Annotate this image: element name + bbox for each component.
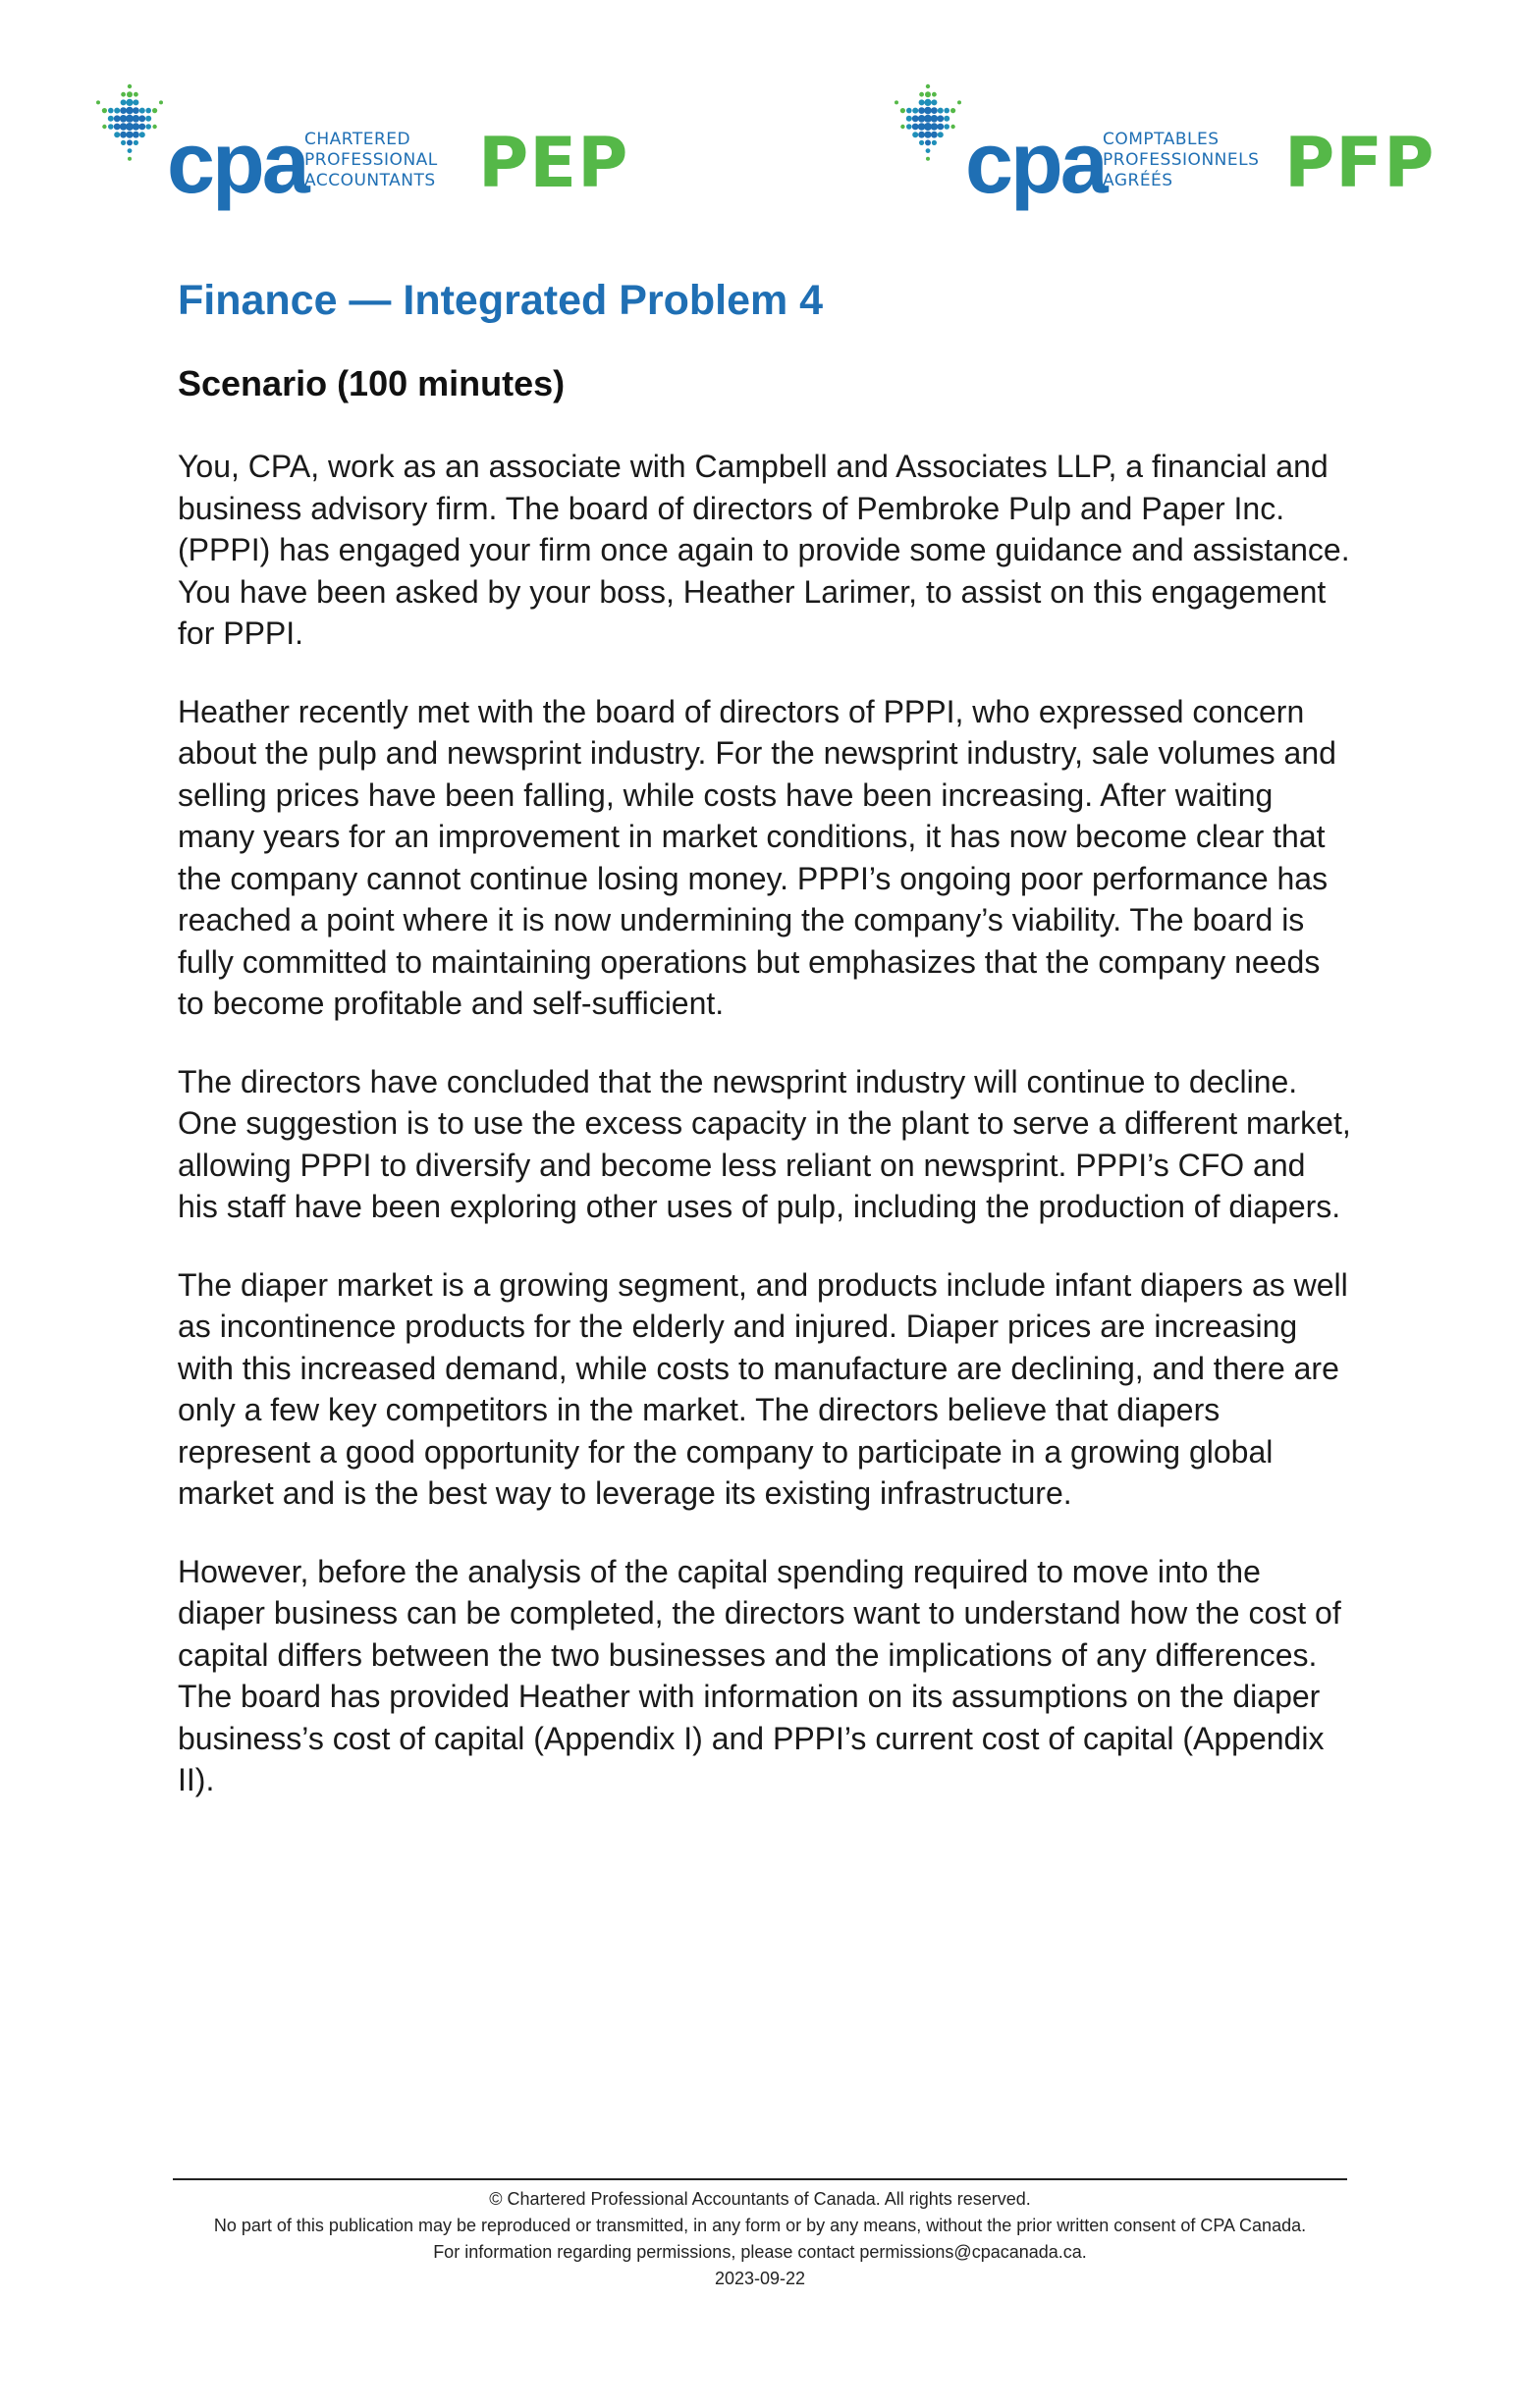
tagline-line: COMPTABLES <box>1103 130 1220 149</box>
logo-dot <box>102 125 106 129</box>
logo-dot <box>912 124 919 131</box>
logo-dot <box>937 124 944 131</box>
logo-dot <box>912 108 918 114</box>
logo-dot <box>906 116 912 122</box>
logo-dot <box>926 148 931 153</box>
logo-dot <box>931 99 937 105</box>
logo-dot <box>108 116 114 122</box>
logo-dot <box>114 132 120 137</box>
reproduction-notice: No part of this publication may be reproduced or transmitted, in any form or by any means, without the prior written consent of CPA Canada. <box>213 2216 1307 2235</box>
logo-dot <box>145 124 151 130</box>
logo-dot <box>957 100 961 104</box>
logo-dot <box>96 100 100 104</box>
program-name-pfp: PFP <box>1284 123 1436 203</box>
logo-dot <box>121 92 126 97</box>
logo-dot <box>924 99 931 106</box>
maple-leaf-dots-icon <box>889 80 967 179</box>
logo-dot <box>931 107 938 114</box>
logo-dot <box>919 99 925 105</box>
logo-dot <box>918 107 925 114</box>
logo-dot <box>108 124 114 130</box>
logo-dot <box>139 108 145 114</box>
logo-dot <box>114 124 121 131</box>
logo-dot <box>134 140 138 145</box>
paragraph: However, before the analysis of the capital spending required to move into the diaper business can be completed, the directors want to understand how the cost of capital differs between the two businesses and the implications of any differences. The board has provided Heather with information on its assumptions on the diaper business’s cost of capital (Appendix I) and PPPI’s current cost of capital (Appendix II). <box>178 1553 1341 1797</box>
logo-dot <box>120 107 127 114</box>
logo-dot <box>138 115 145 122</box>
logo-dot <box>133 107 139 114</box>
logo-dot <box>906 108 912 114</box>
cpa-logo-french <box>889 80 1438 218</box>
document-date: 2023-09-22 <box>714 2269 806 2288</box>
logo-dot <box>108 108 114 114</box>
logo-dot <box>931 132 938 138</box>
logo-dot <box>114 115 121 122</box>
program-name-pep: PEP <box>478 123 629 203</box>
logo-dot <box>121 140 126 145</box>
logo-dot <box>114 108 120 114</box>
tagline-line: PROFESSIONAL <box>304 150 438 170</box>
logo-dot <box>938 132 944 137</box>
logo-dot <box>924 107 932 115</box>
tagline-line: PROFESSIONNELS <box>1103 150 1260 170</box>
logo-dot <box>906 124 912 130</box>
logo-dot <box>139 132 145 137</box>
paragraph: You, CPA, work as an associate with Campbell and Associates LLP, a financial and business advisory firm. The board of directors of Pembroke Pulp and Paper Inc. (PPPI) has engaged your firm once again to provide some guidance and assistance. You have been asked by your boss, Heather Larimer, to assist on this engagement for PPPI. <box>178 449 1350 651</box>
section-heading: Scenario (100 minutes) <box>178 363 566 403</box>
logo-dot <box>924 132 931 138</box>
logo-dot <box>126 107 134 115</box>
logo-dot <box>134 92 138 97</box>
logo-dot <box>133 132 139 138</box>
logo-dot <box>121 99 127 105</box>
logo-dot <box>919 140 924 145</box>
logo-dot <box>138 124 145 131</box>
logo-dot <box>944 116 949 122</box>
logo-dot <box>938 108 944 114</box>
maple-leaf-dots-icon <box>90 80 169 179</box>
logo-dot <box>925 91 931 97</box>
document-title: Finance — Integrated Problem 4 <box>178 277 824 324</box>
logo-dot <box>145 108 151 114</box>
tagline-line: ACCOUNTANTS <box>304 171 436 190</box>
logo-dot <box>931 123 939 131</box>
logo-dot <box>126 99 133 106</box>
logo-dot <box>932 140 937 145</box>
tagline-line: CHARTERED <box>304 130 411 149</box>
permissions-contact: For information regarding permissions, please contact permissions@cpacanada.ca. <box>433 2242 1087 2262</box>
logo-dot <box>126 132 133 138</box>
logo-dot <box>152 125 156 129</box>
logo-tagline <box>1103 130 1259 191</box>
logo-dot <box>120 132 127 138</box>
logo-tagline <box>304 130 438 191</box>
paragraph: The diaper market is a growing segment, and products include infant diapers as well as incontinence products for the elderly and injured. Diaper prices are increasing with this increased demand, while costs to manufacture are declining, and there are only a few key competitors in the market. The directors believe that diapers represent a good opportunity for the company to participate in a growing global market and is the best way to leverage its existing infrastructure. <box>178 1266 1348 1511</box>
logo-dot <box>900 108 905 113</box>
logo-dot <box>950 125 954 129</box>
logo-dot <box>926 157 930 161</box>
cpa-wordmark: cpa <box>167 114 307 211</box>
logo-dot <box>919 92 924 97</box>
cpa-logo-english <box>90 80 640 218</box>
logo-dot <box>944 124 949 130</box>
logo-dot <box>944 108 949 114</box>
paragraph: Heather recently met with the board of directors of PPPI, who expressed concern about the pulp and newsprint industry. For the newsprint industry, sale volumes and selling prices have been falling, while costs have been increasing. After waiting many years for an improvement in market conditions, it has now become clear that the company cannot continue losing money. PPPI’s ongoing poor performance has reached a point where it is now undermining the company’s viability. The board is fully committed to maintaining operations but emphasizes that the company needs to become profitable and self-sufficient. <box>178 693 1336 1021</box>
footer <box>173 2186 1347 2292</box>
logo-dot <box>900 125 904 129</box>
logo-dot <box>128 157 132 161</box>
copyright-line: © Chartered Professional Accountants of Canada. All rights reserved. <box>489 2189 1031 2209</box>
logo-dot <box>918 132 925 138</box>
logo-dot <box>895 100 898 104</box>
logo-dot <box>127 139 133 145</box>
logo-dot <box>950 108 955 113</box>
tagline-line: AGRÉÉS <box>1103 171 1173 190</box>
logo-dot <box>152 108 157 113</box>
logo-dot <box>145 116 151 122</box>
logo-dot <box>912 132 918 137</box>
logo-dot <box>926 84 930 88</box>
logo-dot <box>912 115 919 122</box>
logo-dot <box>937 115 944 122</box>
logo-dot <box>133 115 140 123</box>
cpa-wordmark: cpa <box>965 114 1106 211</box>
logo-dot <box>133 99 138 105</box>
scenario-body <box>178 446 1351 1838</box>
logo-dot <box>925 139 931 145</box>
logo-dot <box>128 148 133 153</box>
logo-dot <box>932 92 937 97</box>
paragraph: The directors have concluded that the newsprint industry will continue to decline. One suggestion is to use the excess capacity in the plant to serve a different market, allowing PPPI to diversify and become less reliant on newsprint. PPPI’s CFO and his staff have been exploring other uses of pulp, including the production of diapers. <box>178 1063 1351 1224</box>
logo-dot <box>127 91 133 97</box>
logo-dot <box>931 115 939 123</box>
logo-dot <box>128 84 132 88</box>
logo-dot <box>133 123 140 131</box>
footer-divider <box>173 2178 1347 2180</box>
logo-dot <box>159 100 163 104</box>
logo-dot <box>102 108 107 113</box>
